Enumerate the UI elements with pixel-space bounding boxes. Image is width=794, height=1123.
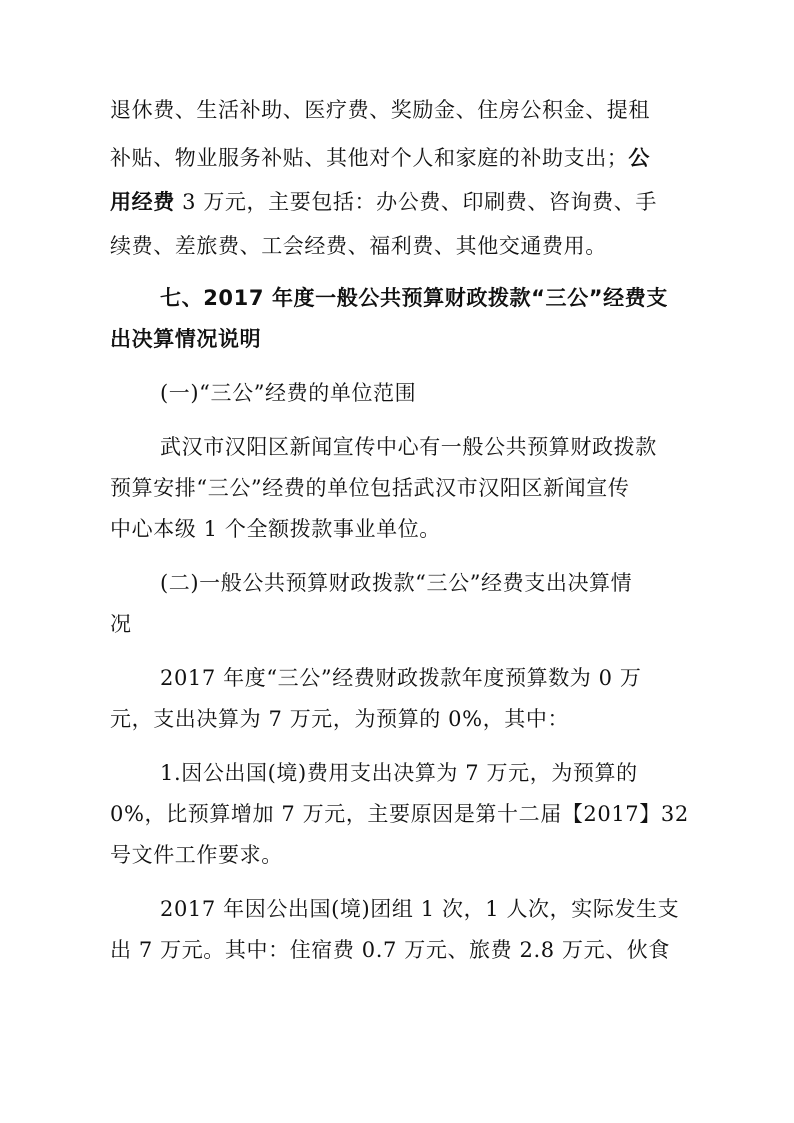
text-run: 补贴、物业服务补贴、其他对个人和家庭的补助支出；: [110, 146, 629, 170]
text-run: 3 万元，主要包括：办公费、印刷费、咨询费、手: [174, 190, 657, 214]
subsection-heading: (二)一般公共预算财政拨款“三公”经费支出决算情: [160, 571, 633, 595]
section-heading: 出决算情况说明: [110, 327, 262, 351]
text-line: 2017 年因公出国(境)团组 1 次，1 人次，实际发生支: [160, 897, 680, 921]
text-line: 出 7 万元。其中：住宿费 0.7 万元、旅费 2.8 万元、伙食: [110, 938, 671, 962]
bold-term: 公: [628, 146, 651, 170]
text-line: 武汉市汉阳区新闻宣传中心有一般公共预算财政拨款: [160, 435, 657, 459]
text-line: 元，支出决算为 7 万元，为预算的 0%，其中：: [110, 707, 570, 731]
text-line: 2017 年度“三公”经费财政拨款年度预算数为 0 万: [160, 666, 642, 690]
list-item: 1.因公出国(境)费用支出决算为 7 万元，为预算的: [160, 761, 638, 785]
text-line: 退休费、生活补助、医疗费、奖励金、住房公积金、提租: [110, 98, 650, 122]
text-line: 号文件工作要求。: [110, 843, 283, 867]
subsection-heading: (一)“三公”经费的单位范围: [160, 381, 417, 405]
text-line: 0%，比预算增加 7 万元，主要原因是第十二届【2017】32: [110, 802, 689, 826]
text-line: 续费、差旅费、工会经费、福利费、其他交通费用。: [110, 234, 607, 258]
subsection-heading: 况: [110, 612, 132, 636]
bold-term: 用经费: [110, 190, 175, 214]
section-heading: 七、2017 年度一般公共预算财政拨款“三公”经费支: [160, 286, 668, 310]
text-line: [110, 188, 680, 216]
text-line: 中心本级 1 个全额拨款事业单位。: [110, 517, 441, 541]
text-line: [110, 144, 680, 172]
text-line: 预算安排“三公”经费的单位包括武汉市汉阳区新闻宣传: [110, 476, 630, 500]
